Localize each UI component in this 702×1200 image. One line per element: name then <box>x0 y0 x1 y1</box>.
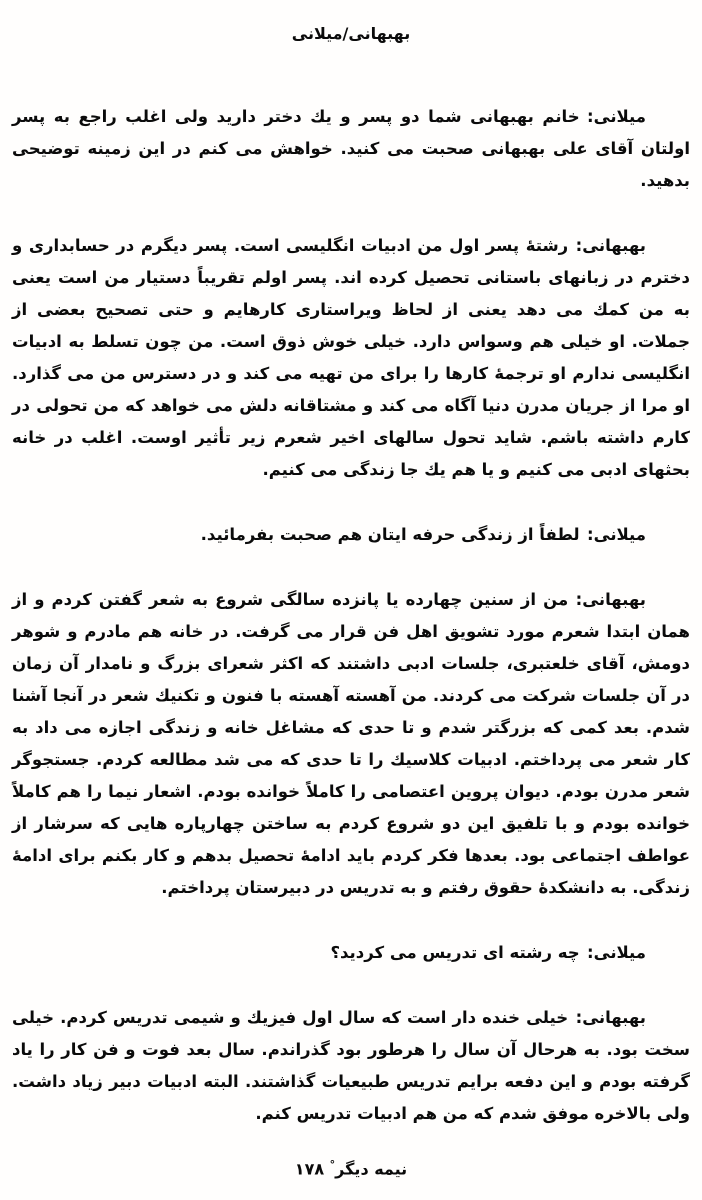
speaker-label: بهبهانی: <box>575 590 646 609</box>
dialogue-paragraph <box>12 1002 690 1130</box>
speaker-label: میلانی: <box>587 943 646 962</box>
dialogue-text: خانم بهبهانی شما دو پسر و یك دختر دارید ولی اغلب راجع به پسر اولتان آقای علی بهبهانی صحبت می کنید. خواهش می کنم در این زمینه توضیحی بدهید. <box>12 107 690 190</box>
dialogue-paragraph <box>12 519 690 551</box>
dialogue-text: لطفاً از زندگی حرفه ایتان هم صحبت بفرمائید. <box>200 525 580 544</box>
speaker-label: بهبهانی: <box>575 1008 646 1027</box>
dialogue-paragraph <box>12 584 690 904</box>
dialogue-paragraph <box>12 937 690 969</box>
dialogue-paragraph <box>12 101 690 197</box>
dialogue-text: خیلی خنده دار است که سال اول فیزیك و شیمی تدریس کردم. خیلی سخت بود. به هرحال آن سال را هرطور بود گذراندم. سال بعد فوت و فن کار را یاد گرفته بودم و این دفعه برایم تدریس طبیعیات گذاشتند. البته ادبیات دبیر زیاد داشت. ولی بالاخره موفق شدم که من هم ادبیات تدریس کنم. <box>12 1008 690 1123</box>
dialogue-text: چه رشته ای تدریس می کردید؟ <box>330 943 580 962</box>
journal-footnote-mark: ° <box>329 1157 336 1171</box>
speaker-label: میلانی: <box>587 525 646 544</box>
interview-dialogue <box>12 101 690 1130</box>
dialogue-text: رشتهٔ پسر اول من ادبیات انگلیسی است. پسر دیگرم در حسابداری و دخترم در زبانهای باستانی تحصیل کرده اند. پسر اولم تقریباً دستیار من است یعنی به من کمك می دهد یعنی از لحاظ ویراستاری کارهایم و حتی تصحیح بعضی از جملات. او خیلی هم وسواس دارد. خیلی خوش ذوق است. من چون تسلط به ادبیات انگلیسی ندارم او ترجمهٔ کارها را برای من تهیه می کند و در دسترس من می گذارد. او مرا از جریان مدرن دنیا آگاه می کند و مشتاقانه دلش می خواهد که من تحولی در کارم داشته باشم. شاید تحول سالهای اخیر شعرم زیر تأثیر اوست. اغلب در خانه بحثهای ادبی می کنیم و یا هم یك جا زندگی می کنیم. <box>12 236 690 479</box>
speaker-label: میلانی: <box>587 107 646 126</box>
dialogue-text: من از سنین چهارده یا پانزده سالگی شروع به شعر گفتن کردم و از همان ابتدا شعرم مورد تشویق اهل فن قرار می گرفت. در خانه هم مادرم و شوهر دومش، آقای خلعتبری، جلسات ادبی داشتند که اکثر شعرای بزرگ و نامدار آن زمان در آن جلسات شرکت می کردند. من آهسته آهسته با فنون و تکنیك شعر در آنجا آشنا شدم. بعد کمی که بزرگتر شدم و تا حدی که مشاغل خانه و زندگی اجازه می داد به کار شعر می پرداختم. ادبیات کلاسیك را تا حدی که می شد مطالعه کردم. جستجوگر شعر مدرن بودم. دیوان پروین اعتصامی را کاملاً خوانده بودم. اشعار نیما را هم کاملاً خوانده بودم و با تلفیق این دو شروع کردم به ساختن چهارپاره هایی که سرشار از عواطف اجتماعی بود. بعدها فکر کردم باید ادامهٔ تحصیل بدهم و کار بکنم برای ادامهٔ زندگی. به دانشکدهٔ حقوق رفتم و به تدریس در دبیرستان پرداختم. <box>12 590 690 897</box>
page-footer <box>0 1158 702 1178</box>
page-number: ۱۷۸ <box>294 1159 325 1178</box>
journal-name: نیمه دیگر <box>335 1159 408 1178</box>
speaker-label: بهبهانی: <box>575 236 646 255</box>
page-header-title: بهبهانی/میلانی <box>291 24 411 43</box>
dialogue-paragraph <box>12 230 690 486</box>
